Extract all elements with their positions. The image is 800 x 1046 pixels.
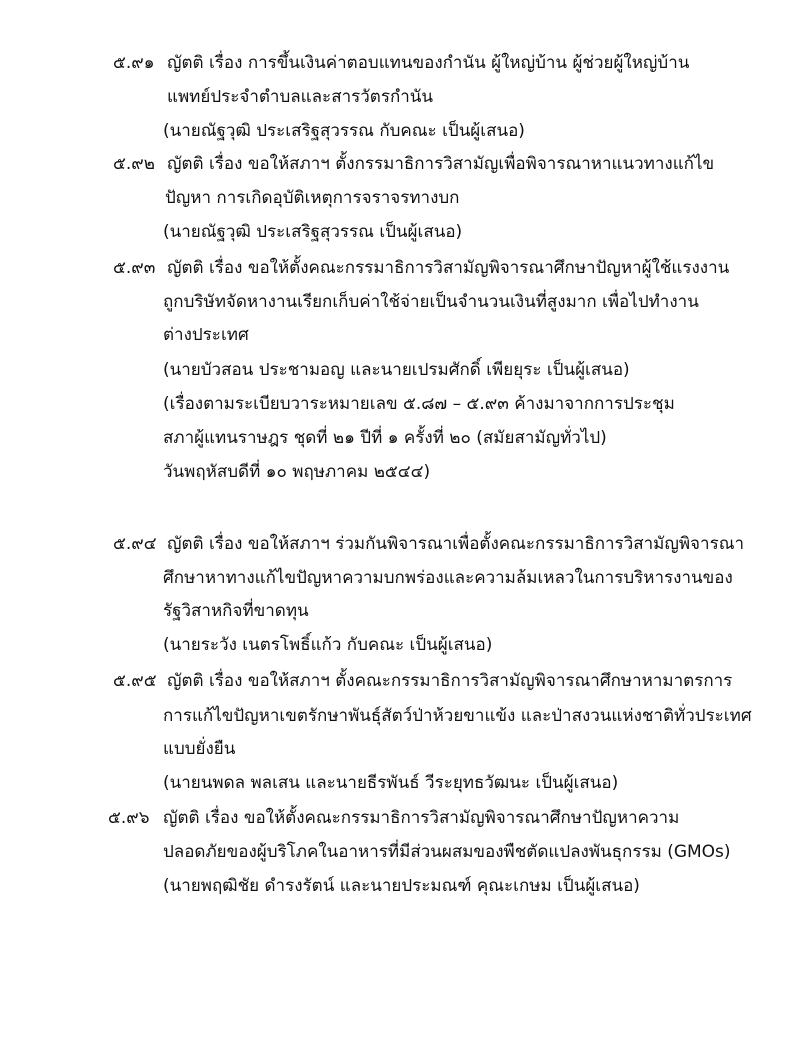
item-title-line: ญัตติ เรื่อง ขอให้สภาฯ ร่วมกันพิจารณาเพื่อตั้งคณะกรรมาธิการวิสามัญพิจารณา — [167, 534, 745, 554]
item-number: ๕.๙๓ — [113, 258, 156, 278]
item-title-line: ญัตติ เรื่อง ขอให้ตั้งคณะกรรมาธิการวิสามัญพิจารณาศึกษาปัญหาผู้ใช้แรงงาน — [167, 258, 730, 278]
item-number: ๕.๙๑ — [113, 53, 155, 73]
item-note-line: วันพฤหัสบดีที่ ๑๐ พฤษภาคม ๒๕๔๔) — [163, 462, 431, 482]
item-proposer: (นายณัฐวุฒิ ประเสริฐสุวรรณ เป็นผู้เสนอ) — [163, 222, 463, 242]
item-title-line: แบบยั่งยืน — [163, 739, 236, 759]
item-number: ๕.๙๕ — [113, 671, 157, 691]
item-title-line: ญัตติ เรื่อง ขอให้สภาฯ ตั้งคณะกรรมาธิการวิสามัญพิจารณาศึกษาหามาตรการ — [167, 671, 733, 691]
item-title-line: ญัตติ เรื่อง ขอให้ตั้งคณะกรรมาธิการวิสามัญพิจารณาศึกษาปัญหาความ — [163, 808, 680, 828]
item-title-line: ต่างประเทศ — [163, 325, 249, 345]
item-proposer: (นายระวัง เนตรโพธิ์แก้ว กับคณะ เป็นผู้เสนอ) — [163, 635, 493, 655]
item-title-line: แพทย์ประจำตำบลและสารวัตรกำนัน — [167, 87, 434, 107]
item-number: ๕.๙๔ — [113, 534, 157, 554]
item-title-line: รัฐวิสาหกิจที่ขาดทุน — [163, 601, 309, 621]
item-proposer: (นายพฤฒิชัย ดำรงรัตน์ และนายประมณฑ์ คุณะเกษม เป็นผู้เสนอ) — [163, 876, 640, 896]
item-title-line: ถูกบริษัทจัดหางานเรียกเก็บค่าใช้จ่ายเป็นจำนวนเงินที่สูงมาก เพื่อไปทำงาน — [163, 292, 699, 312]
item-proposer: (นายนพดล พลเสน และนายธีรพันธ์ วีระยุทธวัฒนะ เป็นผู้เสนอ) — [163, 773, 619, 793]
item-title-line: การแก้ไขปัญหาเขตรักษาพันธุ์สัตว์ป่าห้วยขาแข้ง และป่าสงวนแห่งชาติทั่วประเทศ — [163, 706, 752, 726]
item-number: ๕.๙๖ — [108, 808, 150, 828]
item-title-line: ศึกษาหาทางแก้ไขปัญหาความบกพร่องและความล้มเหลวในการบริหารงานของ — [163, 568, 733, 588]
item-number: ๕.๙๒ — [113, 154, 155, 174]
item-proposer: (นายณัฐวุฒิ ประเสริฐสุวรรณ กับคณะ เป็นผู้เสนอ) — [163, 121, 525, 141]
item-note-line: (เรื่องตามระเบียบวาระหมายเลข ๕.๘๗ – ๕.๙๓ ค้างมาจากการประชุม — [163, 394, 675, 414]
item-title-line: ญัตติ เรื่อง ขอให้สภาฯ ตั้งกรรมาธิการวิสามัญเพื่อพิจารณาหาแนวทางแก้ไข — [167, 154, 715, 174]
item-proposer: (นายบัวสอน ประชามอญ และนายเปรมศักดิ์ เพียยุระ เป็นผู้เสนอ) — [163, 360, 630, 380]
item-title-line: ญัตติ เรื่อง การขึ้นเงินค่าตอบแทนของกำนัน ผู้ใหญ่บ้าน ผู้ช่วยผู้ใหญ่บ้าน — [167, 53, 690, 73]
item-title-line: ปลอดภัยของผู้บริโภคในอาหารที่มีส่วนผสมของพืชตัดแปลงพันธุกรรม (GMOs) — [163, 842, 731, 862]
item-title-line: ปัญหา การเกิดอุบัติเหตุการจราจรทางบก — [165, 188, 460, 208]
item-note-line: สภาผู้แทนราษฎร ชุดที่ ๒๑ ปีที่ ๑ ครั้งที่ ๒๐ (สมัยสามัญทั่วไป) — [163, 428, 607, 448]
